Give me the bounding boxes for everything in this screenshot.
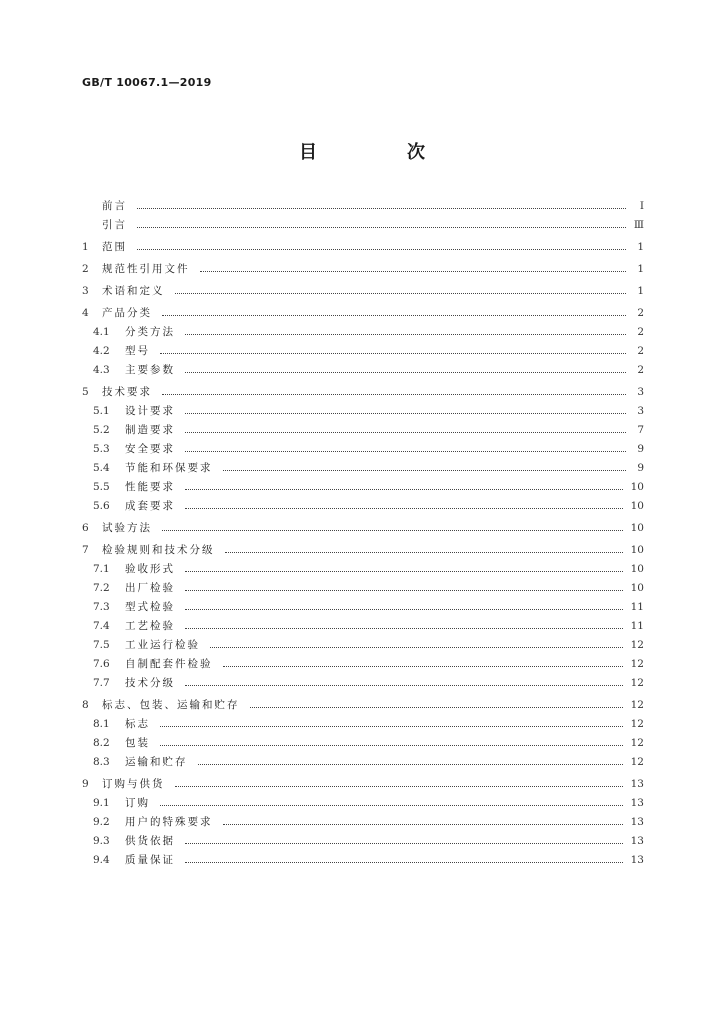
- toc-entry-title: 安全要求: [125, 443, 175, 455]
- toc-entry-number: 7.4: [93, 620, 110, 632]
- toc-entry[interactable]: [82, 459, 644, 478]
- toc-entry-title: 出厂检验: [125, 582, 175, 594]
- toc-entry-title: 检验规则和技术分级: [102, 544, 215, 556]
- toc-entry-number: 5.4: [93, 462, 110, 474]
- dot-leader: [225, 551, 623, 553]
- toc-entry-title: 性能要求: [125, 481, 175, 493]
- toc-entry[interactable]: [82, 696, 644, 715]
- toc-entry-page-number: 10: [630, 582, 644, 594]
- toc-entry-title: 标志: [125, 718, 150, 730]
- toc-entry[interactable]: [82, 519, 644, 538]
- toc-entry-page-number: 1: [637, 285, 644, 297]
- dot-leader: [223, 665, 623, 667]
- toc-entry-page-number: 10: [630, 563, 644, 575]
- toc-entry[interactable]: [82, 216, 644, 235]
- toc-entry-title: 制造要求: [125, 424, 175, 436]
- toc-entry-page-number: 12: [630, 639, 644, 651]
- toc-entry-title: 术语和定义: [102, 285, 165, 297]
- toc-entry[interactable]: [82, 851, 644, 870]
- dot-leader: [185, 608, 623, 610]
- toc-entry-number: 1: [82, 241, 89, 253]
- toc-entry-title: 型式检验: [125, 601, 175, 613]
- toc-entry-page-number: Ⅰ: [639, 200, 644, 212]
- toc-entry-number: 4: [82, 307, 89, 319]
- dot-leader: [210, 646, 623, 648]
- dot-leader: [137, 226, 626, 228]
- dot-leader: [223, 469, 627, 471]
- dot-leader: [185, 861, 623, 863]
- toc-entry[interactable]: [82, 238, 644, 257]
- toc-entry-page-number: 12: [630, 718, 644, 730]
- dot-leader: [185, 333, 626, 335]
- toc-entry[interactable]: [82, 282, 644, 301]
- toc-entry-title: 订购与供货: [102, 778, 165, 790]
- dot-leader: [160, 804, 623, 806]
- standard-code: GB/T 10067.1—2019: [82, 76, 212, 89]
- toc-entry-page-number: 10: [630, 544, 644, 556]
- dot-leader: [175, 785, 623, 787]
- toc-entry-title: 规范性引用文件: [102, 263, 190, 275]
- toc-entry-number: 9: [82, 778, 89, 790]
- toc-entry-number: 4.1: [93, 326, 110, 338]
- toc-entry-page-number: 12: [630, 677, 644, 689]
- toc-entry-number: 5.2: [93, 424, 110, 436]
- toc-entry-number: 9.3: [93, 835, 110, 847]
- dot-leader: [185, 507, 623, 509]
- dot-leader: [162, 314, 626, 316]
- toc-entry-page-number: 10: [630, 481, 644, 493]
- toc-entry-page-number: 13: [630, 778, 644, 790]
- toc-entry-page-number: 9: [637, 443, 644, 455]
- toc-entry-number: 5: [82, 386, 89, 398]
- toc-entry-page-number: 13: [630, 797, 644, 809]
- toc-entry-number: 5.1: [93, 405, 110, 417]
- toc-entry-title: 自制配套件检验: [125, 658, 213, 670]
- toc-entry-title: 技术分级: [125, 677, 175, 689]
- toc-entry[interactable]: [82, 715, 644, 734]
- dot-leader: [185, 450, 626, 452]
- toc-entry[interactable]: [82, 734, 644, 753]
- toc-entry-title: 验收形式: [125, 563, 175, 575]
- toc-entry-title: 供货依据: [125, 835, 175, 847]
- toc-entry-number: 5.5: [93, 481, 110, 493]
- dot-leader: [185, 488, 623, 490]
- dot-leader: [185, 371, 626, 373]
- toc-entry-page-number: 12: [630, 658, 644, 670]
- toc-entry-number: 7.1: [93, 563, 110, 575]
- dot-leader: [185, 627, 623, 629]
- toc-entry-number: 4.2: [93, 345, 110, 357]
- toc-entry-page-number: 3: [637, 386, 644, 398]
- toc-entry-number: 7.7: [93, 677, 110, 689]
- toc-entry-page-number: 2: [637, 364, 644, 376]
- toc-entry-number: 5.3: [93, 443, 110, 455]
- toc-entry-number: 8.3: [93, 756, 110, 768]
- toc-entry[interactable]: [82, 421, 644, 440]
- toc-entry-page-number: 12: [630, 756, 644, 768]
- dot-leader: [162, 529, 623, 531]
- dot-leader: [160, 744, 623, 746]
- toc-entry[interactable]: [82, 478, 644, 497]
- toc-entry-title: 订购: [125, 797, 150, 809]
- toc-entry-page-number: 12: [630, 699, 644, 711]
- toc-entry[interactable]: [82, 304, 644, 323]
- dot-leader: [162, 393, 626, 395]
- toc-entry-title: 范围: [102, 241, 127, 253]
- toc-entry-page-number: Ⅲ: [633, 219, 644, 231]
- toc-entry-page-number: 13: [630, 854, 644, 866]
- toc-entry-number: 8.2: [93, 737, 110, 749]
- toc-entry[interactable]: [82, 197, 644, 216]
- toc-entry-title: 前言: [102, 200, 127, 212]
- toc-entry-title: 产品分类: [102, 307, 152, 319]
- toc-entry-number: 8.1: [93, 718, 110, 730]
- toc-entry-page-number: 2: [637, 307, 644, 319]
- toc-entry-number: 6: [82, 522, 89, 534]
- toc-entry-page-number: 13: [630, 816, 644, 828]
- toc-entry-number: 7: [82, 544, 89, 556]
- toc-entry-number: 4.3: [93, 364, 110, 376]
- dot-leader: [160, 352, 626, 354]
- toc-entry-title: 型号: [125, 345, 150, 357]
- dot-leader: [175, 292, 627, 294]
- dot-leader: [160, 725, 623, 727]
- toc-entry-title: 标志、包装、运输和贮存: [102, 699, 240, 711]
- toc-entry-title: 运输和贮存: [125, 756, 188, 768]
- toc-entry-page-number: 10: [630, 522, 644, 534]
- toc-entry[interactable]: [82, 753, 644, 772]
- dot-leader: [185, 412, 626, 414]
- toc-entry-title: 质量保证: [125, 854, 175, 866]
- toc-entry-number: 8: [82, 699, 89, 711]
- toc-entry-page-number: 7: [637, 424, 644, 436]
- toc-entry-number: 9.1: [93, 797, 110, 809]
- toc-entry-title: 主要参数: [125, 364, 175, 376]
- dot-leader: [185, 570, 623, 572]
- toc-entry-number: 5.6: [93, 500, 110, 512]
- dot-leader: [185, 431, 626, 433]
- toc-entry-page-number: 2: [637, 345, 644, 357]
- dot-leader: [250, 706, 623, 708]
- toc-entry-page-number: 3: [637, 405, 644, 417]
- page-title: 目 次: [299, 142, 461, 163]
- toc-entry-number: 2: [82, 263, 89, 275]
- toc-entry-title: 工业运行检验: [125, 639, 200, 651]
- dot-leader: [185, 684, 623, 686]
- toc-entry[interactable]: [82, 440, 644, 459]
- toc-entry-number: 9.4: [93, 854, 110, 866]
- toc-entry-number: 7.3: [93, 601, 110, 613]
- toc-entry[interactable]: [82, 402, 644, 421]
- toc-entry-number: 3: [82, 285, 89, 297]
- toc-entry[interactable]: [82, 560, 644, 579]
- toc-entry[interactable]: [82, 579, 644, 598]
- toc-entry-title: 分类方法: [125, 326, 175, 338]
- toc-entry[interactable]: [82, 361, 644, 380]
- toc-entry-title: 用户的特殊要求: [125, 816, 213, 828]
- table-of-contents: [82, 197, 644, 870]
- toc-entry-number: 7.2: [93, 582, 110, 594]
- toc-entry-title: 成套要求: [125, 500, 175, 512]
- toc-entry[interactable]: [82, 674, 644, 693]
- toc-entry[interactable]: [82, 383, 644, 402]
- toc-entry[interactable]: [82, 541, 644, 560]
- toc-entry[interactable]: [82, 497, 644, 516]
- toc-entry-page-number: 1: [637, 241, 644, 253]
- toc-entry[interactable]: [82, 636, 644, 655]
- toc-entry[interactable]: [82, 813, 644, 832]
- toc-entry-page-number: 2: [637, 326, 644, 338]
- toc-entry-page-number: 13: [630, 835, 644, 847]
- toc-entry[interactable]: [82, 323, 644, 342]
- toc-entry-page-number: 1: [637, 263, 644, 275]
- toc-entry[interactable]: [82, 655, 644, 674]
- toc-entry-title: 包装: [125, 737, 150, 749]
- toc-entry-number: 7.5: [93, 639, 110, 651]
- toc-entry-title: 工艺检验: [125, 620, 175, 632]
- toc-entry-title: 节能和环保要求: [125, 462, 213, 474]
- dot-leader: [223, 823, 623, 825]
- dot-leader: [198, 763, 623, 765]
- toc-entry[interactable]: [82, 832, 644, 851]
- toc-entry-title: 引言: [102, 219, 127, 231]
- toc-entry[interactable]: [82, 775, 644, 794]
- toc-entry[interactable]: [82, 260, 644, 279]
- toc-entry-page-number: 10: [630, 500, 644, 512]
- toc-entry-page-number: 11: [630, 620, 644, 632]
- toc-entry-title: 试验方法: [102, 522, 152, 534]
- toc-entry-page-number: 9: [637, 462, 644, 474]
- toc-entry-number: 7.6: [93, 658, 110, 670]
- toc-entry[interactable]: [82, 794, 644, 813]
- toc-entry-page-number: 11: [630, 601, 644, 613]
- dot-leader: [200, 270, 627, 272]
- toc-entry-page-number: 12: [630, 737, 644, 749]
- dot-leader: [137, 248, 626, 250]
- toc-entry-number: 9.2: [93, 816, 110, 828]
- toc-entry[interactable]: [82, 598, 644, 617]
- toc-entry-title: 设计要求: [125, 405, 175, 417]
- dot-leader: [137, 207, 626, 209]
- dot-leader: [185, 589, 623, 591]
- toc-entry-title: 技术要求: [102, 386, 152, 398]
- dot-leader: [185, 842, 623, 844]
- toc-entry[interactable]: [82, 342, 644, 361]
- toc-entry[interactable]: [82, 617, 644, 636]
